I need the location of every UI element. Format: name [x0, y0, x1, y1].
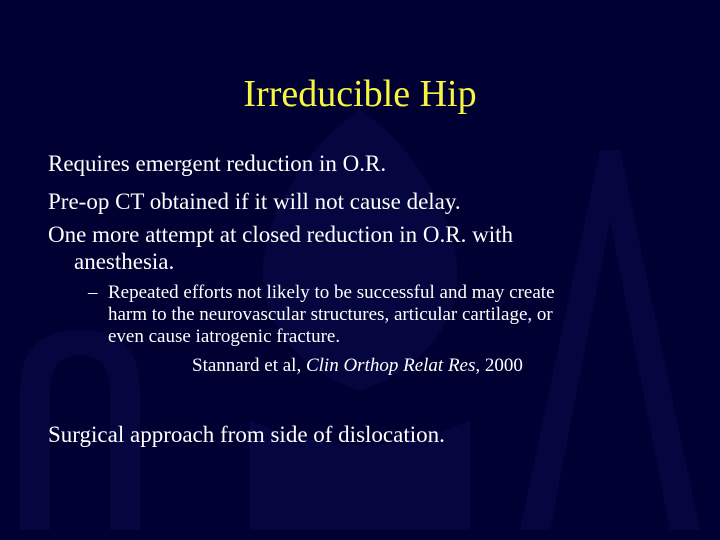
citation-authors: Stannard et al,	[192, 355, 302, 376]
bullet-3	[48, 221, 648, 275]
sub-bullet-line-2: harm to the neurovascular structures, articular cartilage, or	[108, 304, 553, 325]
bullet-4: Surgical approach from side of dislocation.	[48, 422, 445, 447]
sub-bullet	[88, 282, 688, 348]
slide-title: Irreducible Hip	[243, 73, 477, 115]
citation-year: , 2000	[475, 355, 523, 376]
bullet-2: Pre-op CT obtained if it will not cause delay.	[48, 189, 461, 214]
bullet-3-line-1: One more attempt at closed reduction in O.R. with	[48, 222, 513, 247]
sub-bullet-line-1: Repeated efforts not likely to be successful and may create	[108, 282, 555, 303]
bullet-3-line-2: anesthesia.	[74, 249, 175, 274]
citation	[192, 355, 523, 377]
sub-bullet-line-3: even cause iatrogenic fracture.	[108, 326, 341, 347]
citation-journal: Clin Orthop Relat Res	[305, 355, 476, 376]
sub-bullet-dash: –	[88, 282, 98, 303]
bullet-1: Requires emergent reduction in O.R.	[48, 151, 387, 176]
